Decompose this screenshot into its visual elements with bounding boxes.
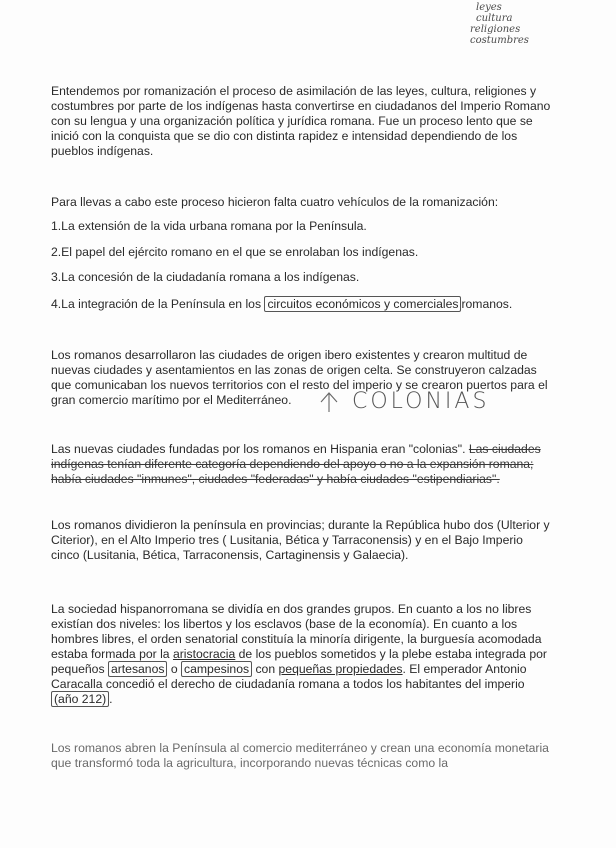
boxed-text: (año 212) <box>51 691 109 707</box>
paragraph-comercio: Los romanos abren la Península al comercio mediterráneo y crean una economía monetaria que transformó toda la agricultura, incorporando nuevas técnicas como la <box>51 741 549 770</box>
list-item-text: 4.La integración de la Península en los <box>51 297 265 311</box>
paragraph-colonias <box>51 442 551 487</box>
handwritten-colonias: COLONIAS <box>352 389 490 414</box>
list-item: 1.La extensión de la vida urbana romana por la Península. <box>51 219 367 233</box>
paragraph-text: o <box>167 662 182 676</box>
list-item: 2.El papel del ejército romano en el que se enrolaban los indígenas. <box>51 245 419 259</box>
underlined-text: pequeñas propiedades <box>278 662 403 676</box>
paragraph-provincias: Los romanos dividieron la península en provincias; durante la República hubo dos (Ulterior y Citerior), en el Alto Imperio tres ( Lusitania, Bética y Tarraconensis) y en el Bajo Imperio cinco (Lusitania, Bética, Tarraconensis, Cartaginensis y Galaecia). <box>51 518 550 562</box>
underlined-text: aristocracia <box>172 647 236 661</box>
paragraph-text: con <box>252 662 279 676</box>
paragraph-text: . El emperador Antonio Caracalla concedió el derecho de ciudadanía romana a todos los habitantes del imperio <box>51 662 527 691</box>
paragraph-sociedad <box>51 602 551 707</box>
paragraph-text: de los pueblos sometidos y la plebe estaba integrada por pequeños <box>51 647 547 676</box>
paragraph-romanizacion-definition: Entendemos por romanización el proceso de asimilación de las leyes, cultura, religiones y costumbres por parte de los indígenas hasta convertirse en ciudadanos del Imperio Romano con su lengua y una organización política y jurídica romana. Fue un proceso lento que se inició con la conquista que se dio con distinta rapidez e intensidad dependiendo de los pueblos indígenas. <box>51 84 551 158</box>
boxed-text: artesanos <box>108 661 168 677</box>
handwritten-margin-note <box>470 2 590 46</box>
boxed-text: circuitos económicos y comerciales <box>264 296 461 312</box>
paragraph-text: . <box>109 692 113 706</box>
list-item-text: romanos. <box>461 297 513 311</box>
paragraph-vehiculos-intro: Para llevas a cabo este proceso hicieron falta cuatro vehículos de la romanización: <box>51 195 499 209</box>
handwritten-arrow-icon <box>316 390 342 414</box>
note-line: cultura <box>476 13 513 24</box>
paragraph-text: Las nuevas ciudades fundadas por los romanos en Hispania eran "colonias". <box>51 442 469 456</box>
note-line: costumbres <box>470 35 529 46</box>
paragraph-text: La sociedad hispanorromana se dividía en dos grandes grupos. En cuanto a los no libres existían dos niveles: los libertos y los esclavos (base de la economía). En cuanto a los hombres libres, el orden senatorial constituía la minoría dirigente, la burguesía acomodada estaba formada por la <box>51 602 542 661</box>
struck-text: Las ciudades indígenas tenían diferente categoría dependiendo del apoyo o no a la expansión romana; había ciudades "inmunes", ciudades "federadas" y había ciudades "estipendiarias". <box>51 442 541 486</box>
list-item: 3.La concesión de la ciudadanía romana a los indígenas. <box>51 270 360 284</box>
boxed-text: campesinos <box>181 661 252 677</box>
note-line: leyes <box>476 2 502 13</box>
paragraph-ciudades: Los romanos desarrollaron las ciudades de origen ibero existentes y crearon multitud de nuevas ciudades y asentamientos en las zonas de origen celta. Se construyeron calzadas que comunicaban los nuevos territorios con el resto del imperio y se crearon puertos para el gran comercio marítimo por el Mediterráneo. <box>51 348 548 407</box>
note-line: religiones <box>470 24 521 35</box>
list-item <box>51 297 512 311</box>
